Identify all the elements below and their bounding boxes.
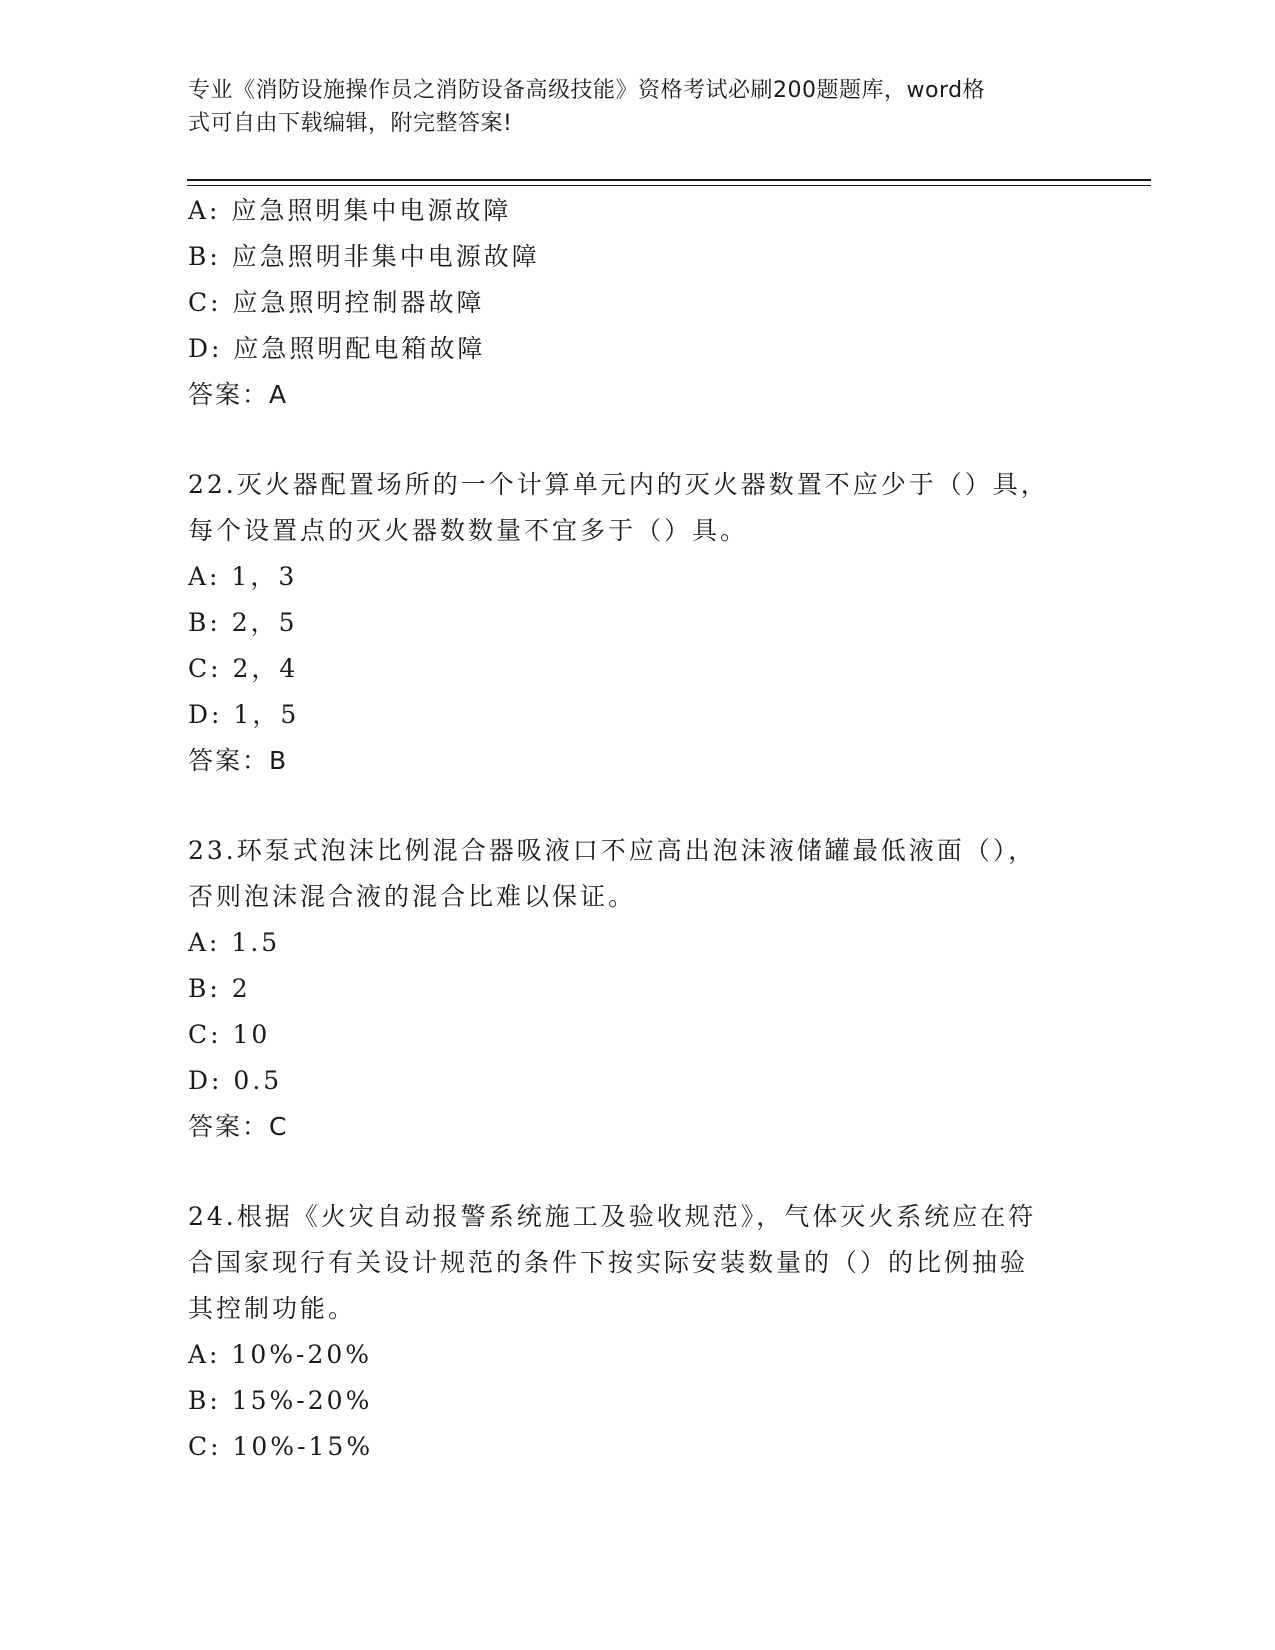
question-23 xyxy=(188,828,1088,1150)
option-a: A: 10%-20% xyxy=(188,1340,373,1369)
answer: 答案：A xyxy=(188,380,289,409)
question-stem-line: 否则泡沫混合液的混合比难以保证。 xyxy=(188,882,637,911)
question-list xyxy=(188,188,1088,1470)
option-d: D: 应急照明配电箱故障 xyxy=(188,334,486,363)
header-divider-thin xyxy=(187,185,1151,186)
option-c: C: 10%-15% xyxy=(188,1432,374,1461)
option-b: B: 2，5 xyxy=(188,608,298,637)
option-c: C: 10 xyxy=(188,1020,271,1049)
document-header xyxy=(188,74,1078,140)
question-stem-line: 其控制功能。 xyxy=(188,1294,357,1323)
option-d: D: 1，5 xyxy=(188,700,300,729)
spacer xyxy=(188,784,1088,828)
option-c: C: 2，4 xyxy=(188,654,299,683)
question-stem-line: 每个设置点的灭火器数数量不宜多于（）具。 xyxy=(188,516,749,545)
spacer xyxy=(188,1150,1088,1194)
option-b: B: 应急照明非集中电源故障 xyxy=(188,242,540,271)
header-divider-thick xyxy=(187,179,1151,181)
option-b: B: 2 xyxy=(188,974,251,1003)
spacer xyxy=(188,418,1088,462)
option-b: B: 15%-20% xyxy=(188,1386,373,1415)
header-line-2: 式可自由下载编辑，附完整答案! xyxy=(188,111,513,136)
option-a: A: 应急照明集中电源故障 xyxy=(188,196,512,225)
option-c: C: 应急照明控制器故障 xyxy=(188,288,485,317)
question-24 xyxy=(188,1194,1088,1470)
option-a: A: 1，3 xyxy=(188,562,298,591)
question-stem-line: 22.灭火器配置场所的一个计算单元内的灭火器数置不应少于（）具， xyxy=(188,470,1049,499)
option-a: A: 1.5 xyxy=(188,928,281,957)
option-d: D: 0.5 xyxy=(188,1066,283,1095)
question-stem-line: 23.环泵式泡沫比例混合器吸液口不应高出泡沫液储罐最低液面（）， xyxy=(188,836,1037,865)
answer: 答案：B xyxy=(188,746,289,775)
answer: 答案：C xyxy=(188,1112,289,1141)
question-stem-line: 24.根据《火灾自动报警系统施工及验收规范》，气体灭火系统应在符 xyxy=(188,1202,1037,1231)
header-line-1: 专业《消防设施操作员之消防设备高级技能》资格考试必刷200题题库，word格 xyxy=(188,78,986,103)
question-stem-line: 合国家现行有关设计规范的条件下按实际安装数量的（）的比例抽验 xyxy=(188,1248,1029,1277)
question-21 xyxy=(188,188,1088,418)
question-22 xyxy=(188,462,1088,784)
